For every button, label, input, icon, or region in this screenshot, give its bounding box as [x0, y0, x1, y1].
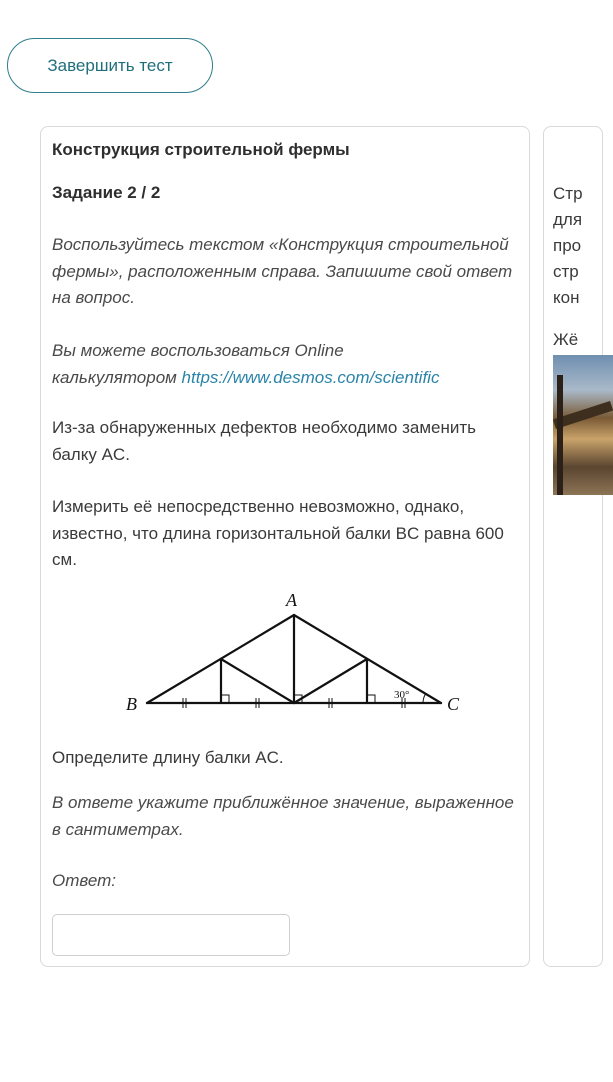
truss-figure [111, 587, 471, 717]
diagonal-left [221, 659, 294, 703]
source-line-3: про [553, 236, 582, 255]
source-line-4: стр [553, 262, 579, 281]
answer-label: Ответ: [52, 871, 117, 890]
calculator-text: Вы можете воспользоваться Online калькулятором [52, 341, 344, 387]
task-card [40, 126, 530, 967]
label-a: A [286, 590, 297, 610]
finish-test-button[interactable]: Завершить тест [7, 38, 213, 93]
source-line-2: для [553, 210, 583, 229]
paragraph-defects: Из-за обнаруженных дефектов необходимо заменить балку AC. [52, 418, 476, 464]
calculator-note [52, 338, 452, 391]
source-line-1: Стр [553, 184, 583, 203]
diagonal-right [294, 659, 367, 703]
question-text: Определите длину балки AC. [52, 748, 284, 767]
task-counter: Задание 2 / 2 [52, 183, 161, 202]
task-title: Конструкция строительной фермы [52, 140, 350, 159]
angle-label: 30° [394, 689, 410, 701]
source-subtitle: Жё [553, 330, 579, 349]
label-b: B [126, 694, 137, 714]
source-line-5: кон [553, 288, 580, 307]
answer-input[interactable] [52, 914, 290, 956]
answer-hint: В ответе укажите приближённое значение, выраженное в сантиметрах. [52, 793, 514, 839]
label-c: C [447, 694, 460, 714]
truss-photo [553, 355, 613, 495]
source-text-card [543, 126, 603, 967]
calculator-link[interactable]: https://www.desmos.com/scientific [181, 367, 440, 387]
task-instruction: Воспользуйтесь текстом «Конструкция строительной фермы», расположенным справа. Запишите свой ответ на вопрос. [52, 235, 513, 307]
paragraph-length: Измерить её непосредственно невозможно, однако, известно, что длина горизонтальной балки BC равна 600 см. [52, 497, 504, 569]
